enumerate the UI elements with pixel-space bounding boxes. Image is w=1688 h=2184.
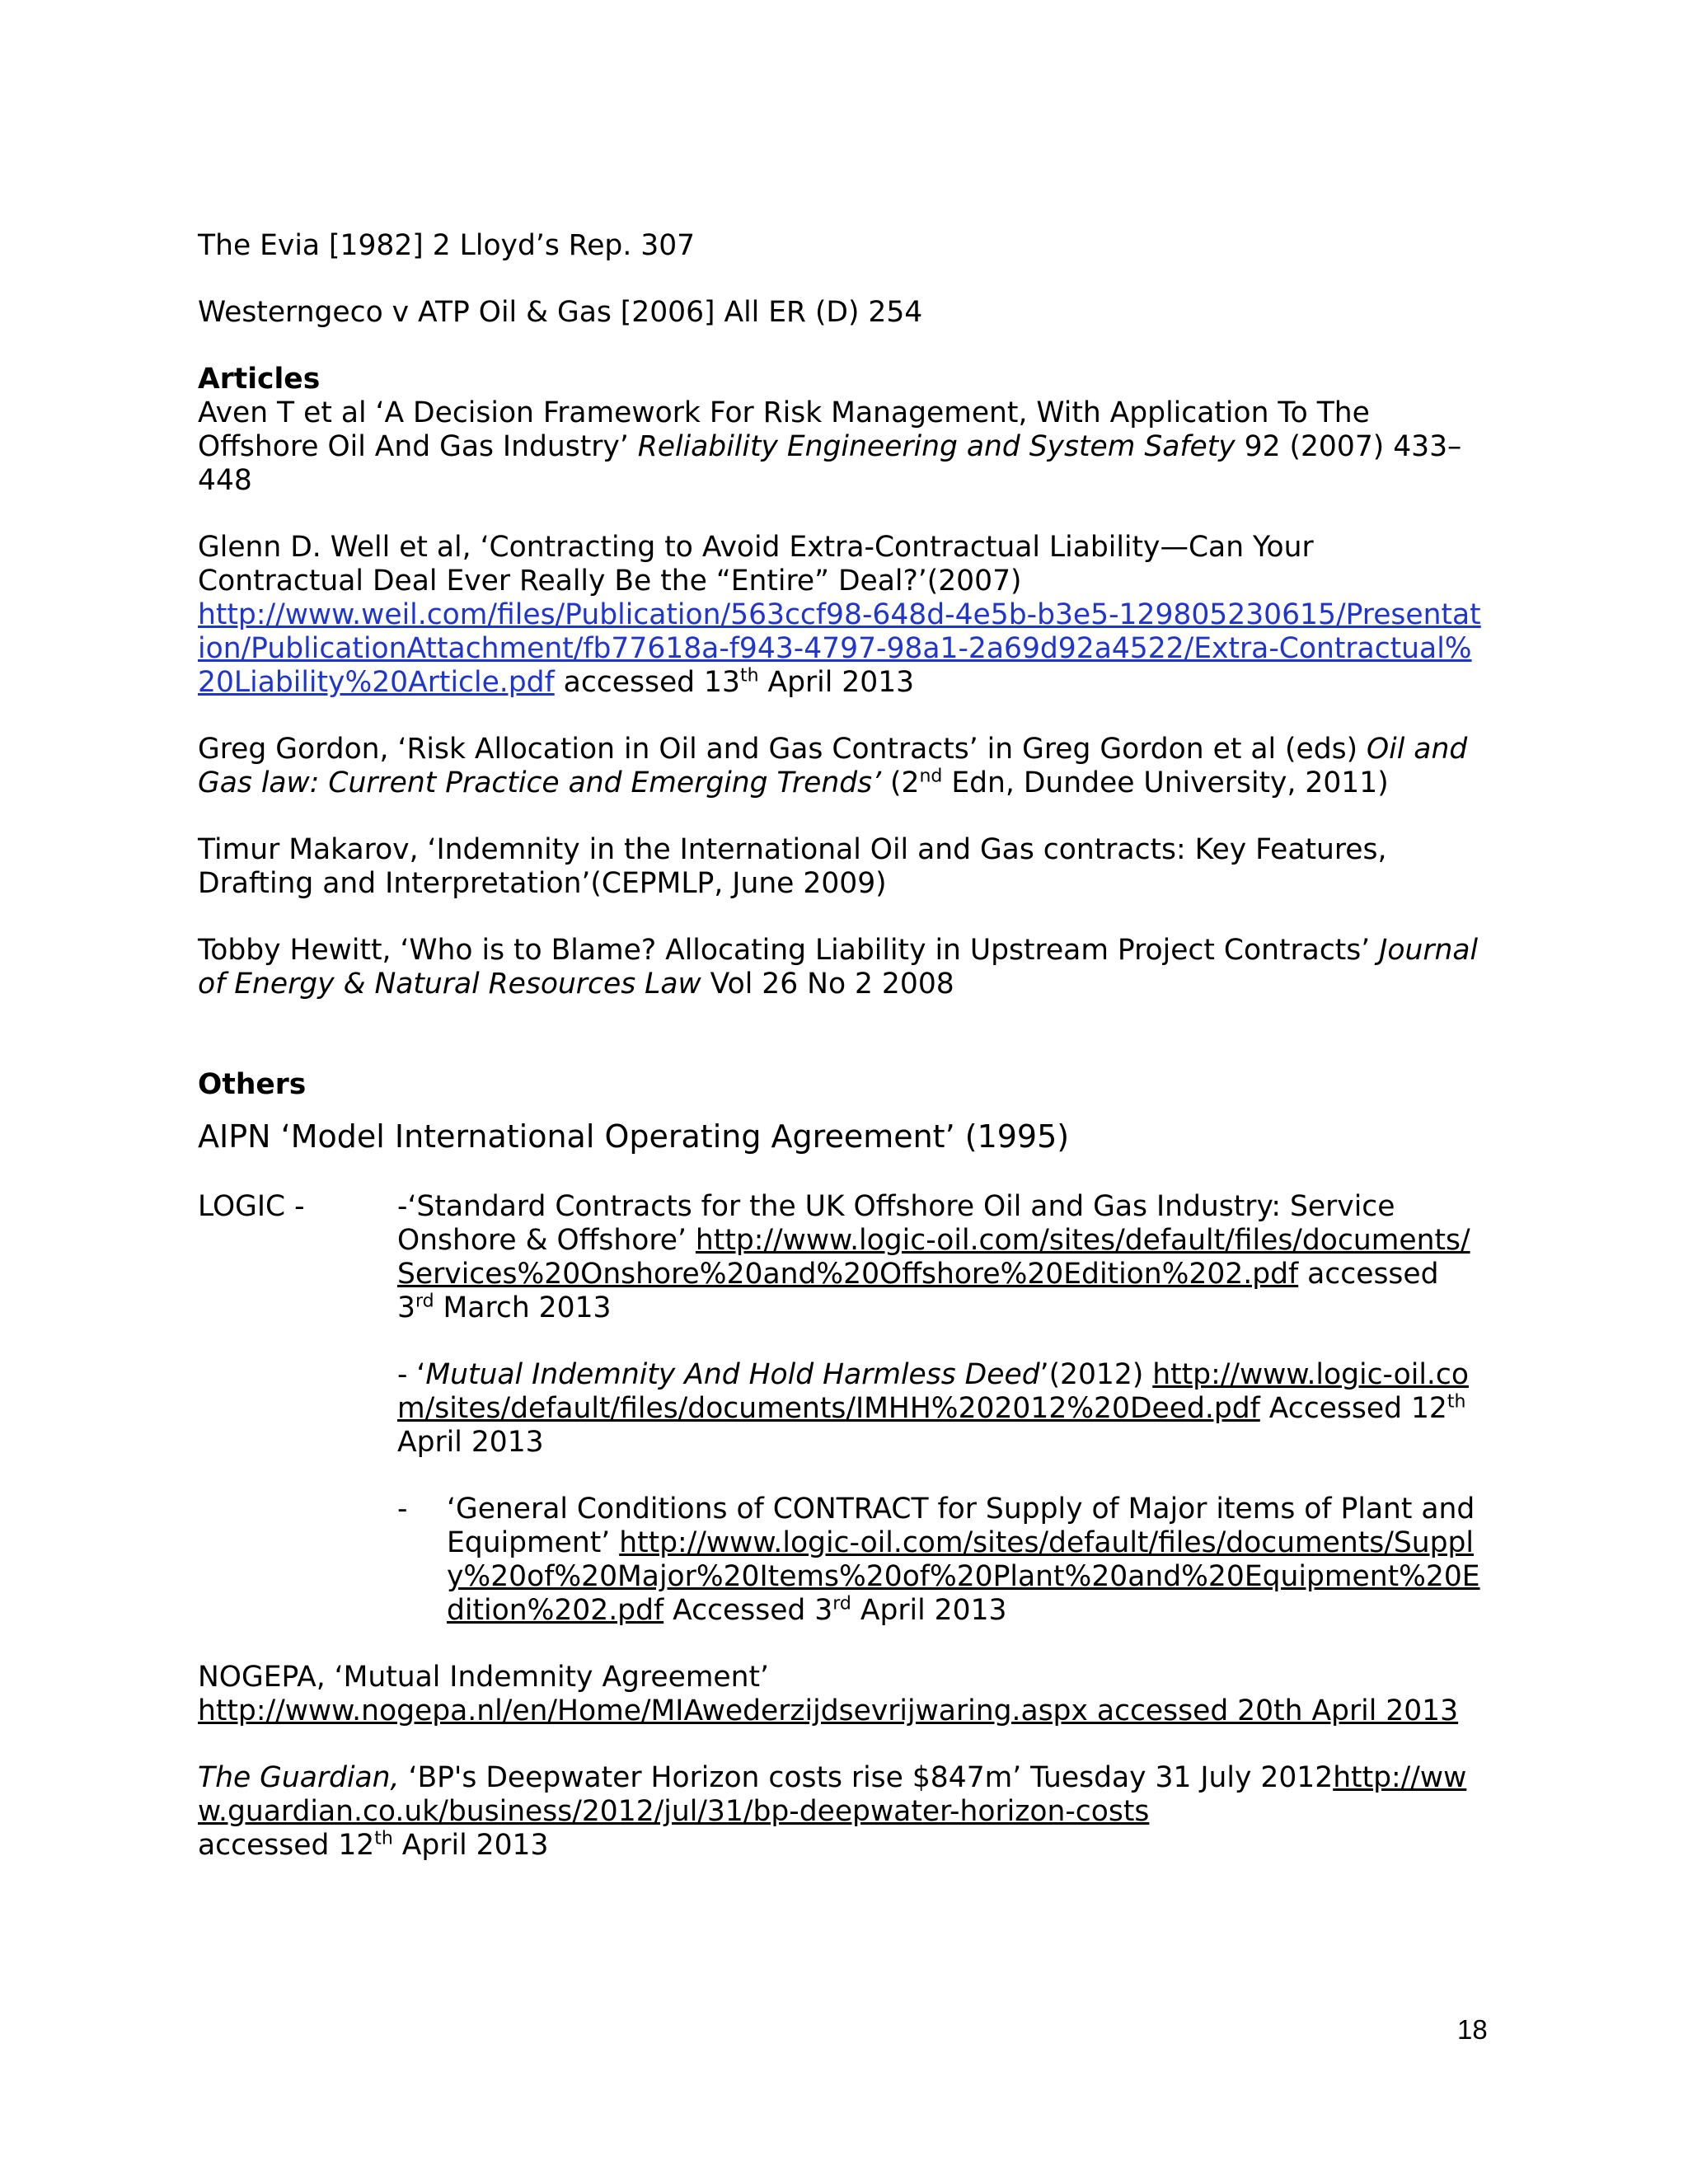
aven-tail: 92 (2007) 433–448 (198, 430, 1462, 497)
guardian-accessed-sup: th (374, 1828, 393, 1849)
weil-link[interactable]: http://www.weil.com/files/Publication/563ccf98-648d-4e5b-b3e5-129805230615/Presentation/PublicationAttachment/fb77618a-f943-4797-98a1-2a69d92a4522/Extra-Contractual%20Liability%20Article.pdf (198, 598, 1481, 699)
gordon-book: Oil and Gas law: Current Practice and Emerging Trends’ (198, 733, 1468, 799)
page-number: 18 (1457, 2014, 1488, 2045)
aipn-entry: AIPN ‘Model International Operating Agreement’ (1995) (198, 1118, 1070, 1155)
articles-heading: Articles (198, 363, 321, 396)
page-content (198, 229, 1484, 1896)
article-weil (198, 531, 1484, 700)
logic-entry-standard-contracts (397, 1190, 1484, 1325)
logic-entry2-text: ’(2012) (1039, 1358, 1153, 1391)
gordon-text: Greg Gordon, ‘Risk Allocation in Oil and Gas Contracts’ in Greg Gordon et al (eds) (198, 733, 1367, 766)
logic-entry3-date: April 2013 (851, 1594, 1007, 1627)
logic-entry3-accessed: Accessed 3 (663, 1594, 833, 1627)
guardian-accessed: accessed 12 (198, 1829, 375, 1862)
nogepa-text: NOGEPA, ‘Mutual Indemnity Agreement’ (198, 1661, 770, 1694)
article-hewitt (198, 934, 1484, 1001)
logic-entry2-dash: - ‘ (397, 1358, 426, 1391)
logic-entry-general-conditions (397, 1493, 1484, 1628)
logic-entry3-text: ‘General Conditions of CONTRACT for Supply of Major items of Plant and Equipment’ (447, 1493, 1475, 1559)
logic-entry1-sup: rd (415, 1291, 434, 1312)
guardian-entry (198, 1761, 1484, 1863)
guardian-source: The Guardian, (198, 1761, 400, 1794)
logic-entry1-text: -‘Standard Contracts for the UK Offshore Oil and Gas Industry: Service Onshore & Offshore’ (397, 1190, 1395, 1257)
guardian-text: ‘BP's Deepwater Horizon costs rise $847m’ Tuesday 31 July 2012 (399, 1761, 1334, 1794)
logic-entry2-accessed: Accessed 12 (1259, 1392, 1447, 1425)
aven-text: Aven T et al ‘A Decision Framework For Risk Management, With Application To The Offshore Oil And Gas Industry’ (198, 396, 1370, 463)
guardian-link[interactable]: http://www.guardian.co.uk/business/2012/jul/31/bp-deepwater-horizon-costs (198, 1761, 1467, 1828)
nogepa-link[interactable]: http://www.nogepa.nl/en/Home/MIAwederzijdsevrijwaring.aspx accessed 20th April 2013 (198, 1694, 1459, 1727)
article-aven (198, 396, 1484, 498)
logic-entry2-link[interactable]: http://www.logic-oil.com/sites/default/files/documents/IMHH%202012%20Deed.pdf (397, 1358, 1469, 1425)
article-gordon (198, 733, 1484, 800)
weil-accessed-sup: th (739, 665, 759, 687)
hewitt-journal: Journal of Energy & Natural Resources Law (198, 934, 1479, 1001)
weil-text: Glenn D. Well et al, ‘Contracting to Avoid Extra-Contractual Liability—Can Your Contractual Deal Ever Really Be the “Entire” Deal?’(2007) (198, 531, 1314, 598)
aven-journal: Reliability Engineering and System Safety (637, 430, 1236, 463)
logic-label: LOGIC - (198, 1190, 305, 1223)
logic-block (198, 1190, 1484, 1661)
logic-entry2-title: Mutual Indemnity And Hold Harmless Deed (425, 1358, 1040, 1391)
others-heading: Others (198, 1068, 307, 1101)
article-makarov: Timur Makarov, ‘Indemnity in the International Oil and Gas contracts: Key Features, Drafting and Interpretation’(CEPMLP, June 2009) (198, 833, 1387, 900)
hewitt-text: Tobby Hewitt, ‘Who is to Blame? Allocating Liability in Upstream Project Contracts’ (198, 934, 1380, 967)
logic-entry3-body (447, 1493, 1484, 1628)
case-evia: The Evia [1982] 2 Lloyd’s Rep. 307 (198, 229, 696, 262)
section-gap (198, 1034, 1484, 1068)
logic-entry1-date: March 2013 (434, 1291, 612, 1324)
logic-entry3-sup: rd (832, 1593, 851, 1615)
logic-entries (397, 1190, 1484, 1661)
logic-entry1-link[interactable]: http://www.logic-oil.com/sites/default/files/documents/Services%20Onshore%20and%20Offshore%20Edition%202.pdf (397, 1224, 1470, 1291)
case-westerngeco: Westerngeco v ATP Oil & Gas [2006] All ER (D) 254 (198, 296, 923, 329)
nogepa-entry (198, 1661, 1484, 1728)
hewitt-tail: Vol 26 No 2 2008 (701, 968, 954, 1001)
weil-accessed: accessed 13 (554, 666, 740, 699)
gordon-edn-rest: Edn, Dundee University, 2011) (942, 766, 1389, 799)
logic-entry-mutual-indemnity (397, 1358, 1484, 1460)
logic-entry1-accessed: accessed 3 (397, 1258, 1439, 1324)
weil-accessed-date: April 2013 (758, 666, 915, 699)
logic-entry2-date: April 2013 (397, 1426, 544, 1459)
gordon-edn: (2 (881, 766, 920, 799)
logic-entry3-link[interactable]: http://www.logic-oil.com/sites/default/files/documents/Supply%20of%20Major%20Items%20of%20Plant%20and%20Equipment%20Edition%202.pdf (447, 1526, 1480, 1627)
guardian-accessed-date: April 2013 (392, 1829, 549, 1862)
gordon-edn-sup: nd (919, 766, 943, 787)
logic-entry3-dash: - (397, 1493, 408, 1526)
logic-entry2-sup: th (1447, 1391, 1466, 1413)
